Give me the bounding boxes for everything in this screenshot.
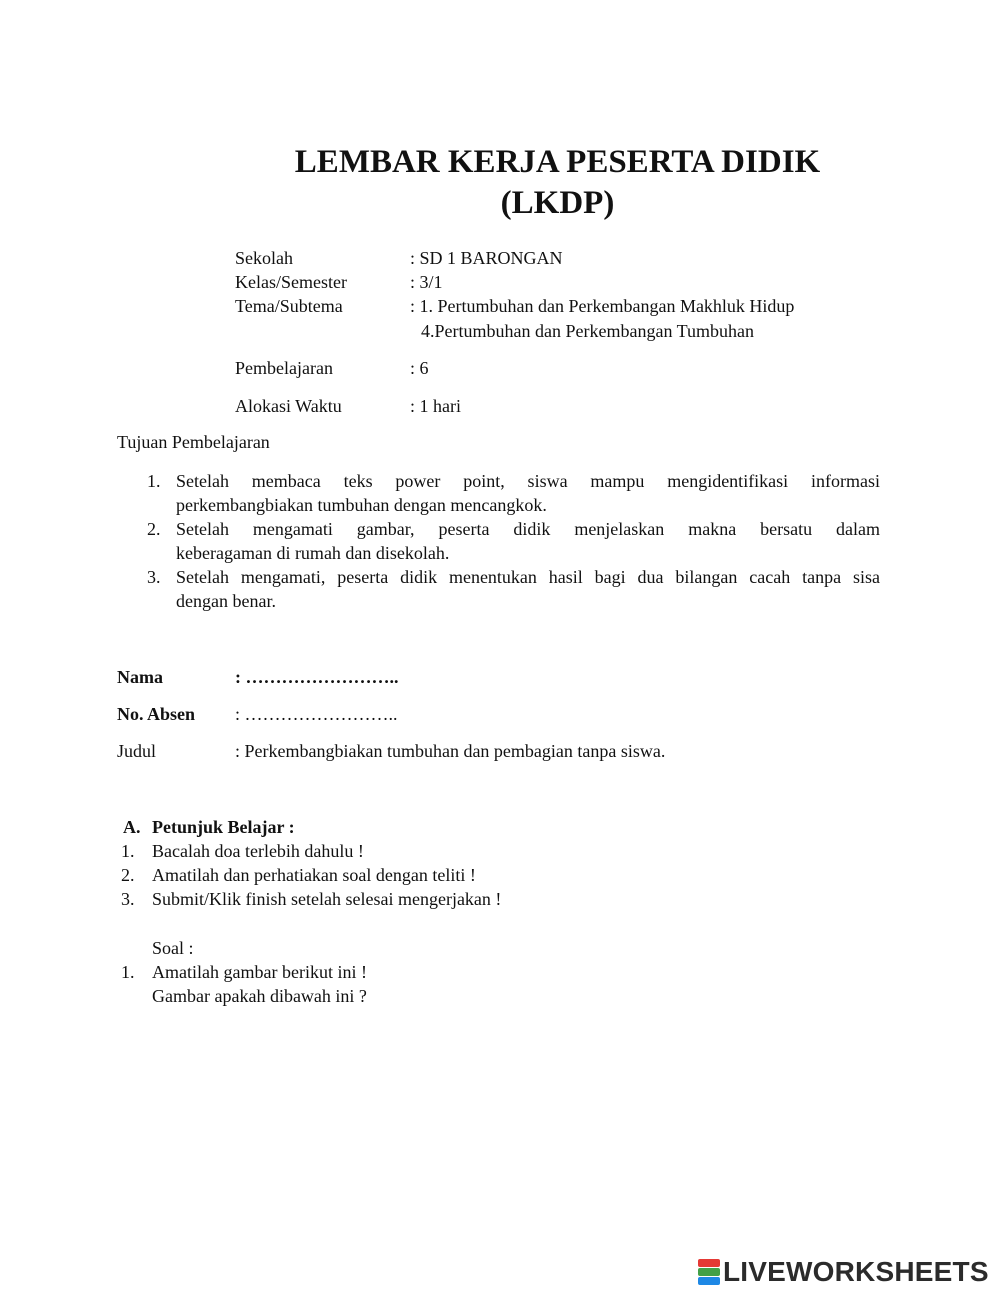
info-value-kelas: : 3/1 [410, 272, 443, 292]
info-value-subtema: 4.Pertumbuhan dan Perkembangan Tumbuhan [421, 321, 754, 341]
info-value-pembelajaran: : 6 [410, 358, 429, 378]
student-label-judul: Judul [117, 741, 157, 761]
info-label-tema: Tema/Subtema [235, 296, 343, 316]
instruction-text-2: Amatilah dan perhatiakan soal dengan teliti ! [152, 865, 476, 885]
question-number-1: 1. [121, 962, 135, 982]
question-1-line2: Gambar apakah dibawah ini ? [152, 986, 367, 1006]
question-1-line1: Amatilah gambar berikut ini ! [152, 962, 367, 982]
objective-2-line2: keberagaman di rumah dan disekolah. [176, 543, 450, 563]
objective-1-line1: Setelah membaca teks power point, siswa mampu mengidentifikasi informasi [176, 471, 880, 491]
logo-block-green [698, 1268, 720, 1276]
instruction-number-3: 3. [121, 889, 135, 909]
instructions-heading: Petunjuk Belajar : [152, 817, 295, 837]
logo-block-red [698, 1259, 720, 1267]
questions-heading: Soal : [152, 938, 194, 958]
objective-3-line1: Setelah mengamati, peserta didik menentukan hasil bagi dua bilangan cacah tanpa sisa [176, 567, 880, 587]
logo-block-blue [698, 1277, 720, 1285]
objectives-heading: Tujuan Pembelajaran [117, 432, 270, 452]
liveworksheets-logo-icon [698, 1259, 720, 1285]
info-label-pembelajaran: Pembelajaran [235, 358, 333, 378]
student-value-nama: : …………………….. [235, 667, 399, 687]
page-subtitle: (LKDP) [500, 185, 615, 221]
student-value-judul: : Perkembangbiakan tumbuhan dan pembagian tanpa siswa. [235, 741, 666, 761]
liveworksheets-logo[interactable] [698, 1256, 989, 1288]
info-label-alokasi: Alokasi Waktu [235, 396, 342, 416]
objective-1-line2: perkembangbiakan tumbuhan dengan mencangkok. [176, 495, 547, 515]
objective-number-2: 2. [147, 519, 161, 539]
instruction-number-2: 2. [121, 865, 135, 885]
info-value-tema: : 1. Pertumbuhan dan Perkembangan Makhluk Hidup [410, 296, 795, 316]
info-label-kelas: Kelas/Semester [235, 272, 347, 292]
logo-text: LIVEWORKSHEETS [723, 1256, 989, 1287]
page-title: LEMBAR KERJA PESERTA DIDIK [294, 144, 821, 180]
objective-2-line1: Setelah mengamati gambar, peserta didik menjelaskan makna bersatu dalam [176, 519, 880, 539]
student-label-absen: No. Absen [117, 704, 196, 724]
instruction-number-1: 1. [121, 841, 135, 861]
objective-number-1: 1. [147, 471, 161, 491]
student-label-nama: Nama [117, 667, 163, 687]
instruction-text-3: Submit/Klik finish setelah selesai mengerjakan ! [152, 889, 502, 909]
objective-3-line2: dengan benar. [176, 591, 276, 611]
info-value-alokasi: : 1 hari [410, 396, 461, 416]
instruction-text-1: Bacalah doa terlebih dahulu ! [152, 841, 364, 861]
student-value-absen: : …………………….. [235, 704, 398, 724]
instructions-letter: A. [123, 817, 141, 837]
objective-number-3: 3. [147, 567, 161, 587]
info-value-sekolah: : SD 1 BARONGAN [410, 248, 563, 268]
info-label-sekolah: Sekolah [235, 248, 293, 268]
